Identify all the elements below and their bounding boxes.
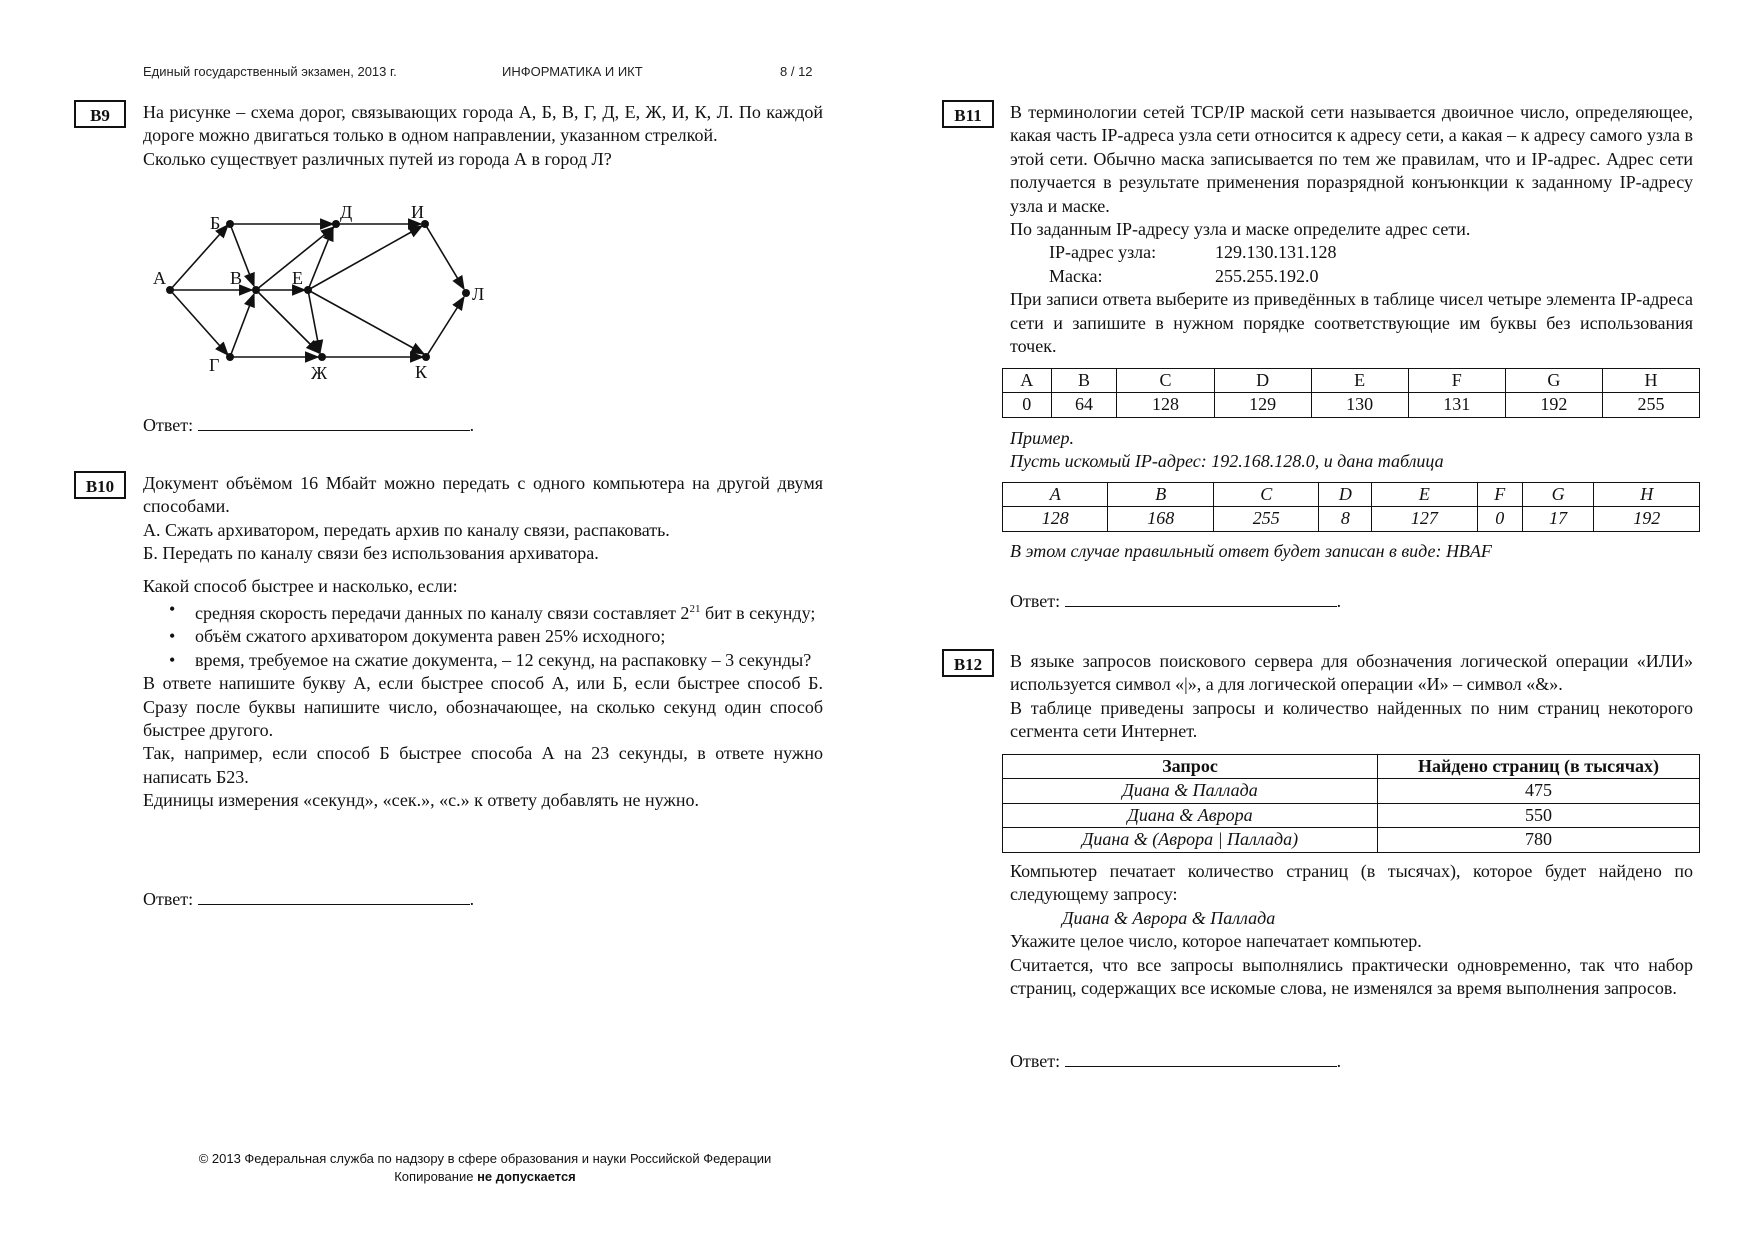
b12-query: Диана & Аврора & Паллада bbox=[1062, 907, 1276, 928]
b11-definition: В терминологии сетей TCP/IP маской сети называется двоичное число, определяющее, какая часть IP-адреса узла сети относится к адресу сети, а какая – к адресу самого узла в этой сети. Обычно маска записывается по тем же правилам, что и IP-адрес. Адрес сети получается в результате применения поразрядной конъюнкции к заданному IP-адресу узла и маске. bbox=[1010, 102, 1693, 216]
node-zh bbox=[318, 353, 326, 361]
copyright-footer bbox=[160, 1150, 810, 1186]
task-b10 bbox=[143, 472, 823, 813]
b11-values-table bbox=[1002, 368, 1700, 418]
b12-query-cell: Диана & (Аврора | Паллада) bbox=[1003, 828, 1378, 852]
b12-col-found: Найдено страниц (в тысячах) bbox=[1378, 755, 1700, 779]
node-k bbox=[422, 353, 430, 361]
b12-answer-label: Ответ: bbox=[1010, 1051, 1061, 1071]
table-row bbox=[1003, 803, 1700, 827]
b12-question bbox=[1010, 860, 1693, 1000]
b12-answer-field[interactable] bbox=[1065, 1050, 1337, 1067]
b12-header-row bbox=[1003, 755, 1700, 779]
node-label-l: Л bbox=[472, 284, 485, 304]
b11-values-row bbox=[1003, 393, 1700, 417]
edge-a-g bbox=[170, 290, 228, 355]
b12-found-cell: 780 bbox=[1378, 828, 1700, 852]
node-label-e: Е bbox=[292, 268, 303, 288]
b11-value-cell: 129 bbox=[1214, 393, 1311, 417]
b10-example: Так, например, если способ Б быстрее способа А на 23 секунды, в ответе нужно написать Б23. bbox=[143, 743, 823, 787]
b11-value-cell: 192 bbox=[1505, 393, 1602, 417]
b11-ip-value: 129.130.131.128 bbox=[1215, 242, 1337, 263]
node-label-zh: Ж bbox=[311, 363, 328, 380]
b11-example-value-cell: 255 bbox=[1213, 507, 1318, 531]
b12-queries-table bbox=[1002, 754, 1700, 853]
copyright-line: © 2013 Федеральная служба по надзору в сфере образования и науки Российской Федерации bbox=[198, 1151, 772, 1166]
b12-found-cell: 475 bbox=[1378, 779, 1700, 803]
b11-letter-cell: F bbox=[1408, 369, 1505, 393]
node-label-b: Б bbox=[210, 213, 221, 233]
b11-value-cell: 130 bbox=[1311, 393, 1408, 417]
b10-condition-speed: • средняя скорость передачи данных по каналу связи составляет $2^{21}$ бит в секунду; bbox=[195, 598, 823, 625]
b12-assumption: Считается, что все запросы выполнялись практически одновременно, так что набор страниц, содержащих все искомые слова, не изменялся за время выполнения запросов. bbox=[1010, 954, 1693, 999]
b11-answer-field[interactable] bbox=[1065, 590, 1337, 607]
road-graph bbox=[150, 200, 490, 380]
node-label-a: А bbox=[153, 268, 166, 288]
exam-header: Единый государственный экзамен, 2013 г. bbox=[143, 64, 397, 79]
b11-answer-label: Ответ: bbox=[1010, 591, 1061, 611]
task-label-b9: B9 bbox=[74, 100, 126, 128]
b11-value-cell: 64 bbox=[1051, 393, 1117, 417]
b11-value-cell: 128 bbox=[1117, 393, 1214, 417]
node-label-i: И bbox=[411, 202, 424, 222]
b11-example-value-cell: 168 bbox=[1108, 507, 1213, 531]
b12-col-query: Запрос bbox=[1003, 755, 1378, 779]
b11-letter-cell: E bbox=[1311, 369, 1408, 393]
b11-letter-cell: H bbox=[1602, 369, 1699, 393]
b11-example-letter-cell: H bbox=[1594, 483, 1700, 507]
b11-example-letter-cell: E bbox=[1372, 483, 1477, 507]
b11-example-letter-cell: F bbox=[1477, 483, 1522, 507]
b10-condition-time: • время, требуемое на сжатие документа, – 12 секунд, на распаковку – 3 секунды? bbox=[195, 649, 823, 672]
task-label-b12: B12 bbox=[942, 649, 994, 677]
b11-value-cell: 131 bbox=[1408, 393, 1505, 417]
edge-g-v bbox=[230, 294, 254, 357]
b11-letters-row bbox=[1003, 369, 1700, 393]
b11-ip-line bbox=[1010, 241, 1693, 264]
b11-example-value-cell: 128 bbox=[1003, 507, 1108, 531]
task-b9 bbox=[143, 101, 823, 171]
node-label-d: Д bbox=[340, 202, 353, 222]
b11-example-value-cell: 192 bbox=[1594, 507, 1700, 531]
b11-mask-value: 255.255.192.0 bbox=[1215, 265, 1319, 286]
b11-letter-cell: G bbox=[1505, 369, 1602, 393]
edge-a-b bbox=[170, 225, 228, 290]
edge-e-i bbox=[308, 226, 422, 290]
node-g bbox=[226, 353, 234, 361]
node-d bbox=[332, 220, 340, 228]
b10-option-a: А. Сжать архиватором, передать архив по каналу связи, распаковать. bbox=[143, 519, 670, 540]
b11-letter-cell: B bbox=[1051, 369, 1117, 393]
b11-mask-label: Маска: bbox=[1049, 265, 1103, 286]
b11-example-letter-cell: A bbox=[1003, 483, 1108, 507]
node-b bbox=[226, 220, 234, 228]
subject-header: ИНФОРМАТИКА И ИКТ bbox=[502, 64, 643, 79]
b11-example-values-row bbox=[1003, 507, 1700, 531]
b11-example-value-cell: 127 bbox=[1372, 507, 1477, 531]
b10-answer-field[interactable] bbox=[198, 888, 470, 905]
node-e bbox=[304, 286, 312, 294]
b12-found-cell: 550 bbox=[1378, 803, 1700, 827]
b11-answer-rules: При записи ответа выберите из приведённых в таблице чисел четыре элемента IP-адреса сети и запишите в нужном порядке соответствующие им буквы без использования точек. bbox=[1010, 289, 1693, 357]
b10-answer: Ответ: . bbox=[143, 889, 475, 909]
node-label-k: К bbox=[415, 362, 428, 380]
edge-i-l bbox=[425, 224, 464, 289]
b11-value-cell: 0 bbox=[1003, 393, 1052, 417]
b12-table-intro: В таблице приведены запросы и количество найденных по ним страниц некоторого сегмента сети Интернет. bbox=[1010, 697, 1693, 742]
b9-answer-field[interactable] bbox=[198, 414, 470, 431]
b11-letter-cell: A bbox=[1003, 369, 1052, 393]
b11-letter-cell: D bbox=[1214, 369, 1311, 393]
node-v bbox=[252, 286, 260, 294]
node-label-g: Г bbox=[209, 355, 220, 375]
b11-example-letter-cell: G bbox=[1522, 483, 1594, 507]
b11-example-text: Пусть искомый IP-адрес: 192.168.128.0, и дана таблица bbox=[1010, 451, 1444, 472]
b11-example-value-cell: 17 bbox=[1522, 507, 1594, 531]
copy-notice: Копирование не допускается bbox=[394, 1169, 576, 1184]
edge-k-l bbox=[426, 297, 464, 357]
b11-example-title: Пример. bbox=[1010, 428, 1074, 448]
b10-answer-label: Ответ: bbox=[143, 889, 194, 909]
b11-example-table bbox=[1002, 482, 1700, 532]
b11-letter-cell: C bbox=[1117, 369, 1214, 393]
node-label-v: В bbox=[230, 268, 243, 288]
task-b12 bbox=[1010, 650, 1693, 744]
b11-example-letter-cell: C bbox=[1213, 483, 1318, 507]
b11-example-letter-cell: B bbox=[1108, 483, 1213, 507]
b9-text-2: Сколько существует различных путей из города А в город Л? bbox=[143, 148, 612, 169]
b10-instructions: В ответе напишите букву А, если быстрее способ А, или Б, если быстрее способ Б. Сразу после буквы напишите число, обозначающее, на сколько секунд один способ быстрее другого. bbox=[143, 673, 823, 741]
node-l bbox=[462, 289, 470, 297]
node-a bbox=[166, 286, 174, 294]
b11-mask-line bbox=[1010, 265, 1693, 288]
b12-query-cell: Диана & Аврора bbox=[1003, 803, 1378, 827]
b10-option-b: Б. Передать по каналу связи без использования архиватора. bbox=[143, 543, 599, 564]
table-row bbox=[1003, 828, 1700, 852]
b11-example bbox=[1010, 427, 1693, 474]
b12-operators: В языке запросов поискового сервера для обозначения логической операции «ИЛИ» используется символ «|», а для логической операции «И» – символ «&». bbox=[1010, 651, 1693, 695]
task-label-b10: B10 bbox=[74, 471, 126, 499]
edge-e-k bbox=[308, 290, 424, 354]
table-row bbox=[1003, 779, 1700, 803]
b12-answer: Ответ: . bbox=[1010, 1051, 1342, 1071]
b11-example-result: В этом случае правильный ответ будет записан в виде: HBAF bbox=[1010, 541, 1492, 561]
b12-task: Укажите целое число, которое напечатает компьютер. bbox=[1010, 931, 1422, 952]
b10-units-note: Единицы измерения «секунд», «сек.», «с.» к ответу добавлять не нужно. bbox=[143, 790, 699, 811]
b11-example-letters-row bbox=[1003, 483, 1700, 507]
task-b11 bbox=[1010, 101, 1693, 358]
b11-answer: Ответ: . bbox=[1010, 591, 1342, 611]
b9-answer-label: Ответ: bbox=[143, 415, 194, 435]
b11-example-letter-cell: D bbox=[1319, 483, 1372, 507]
b10-intro: Документ объёмом 16 Мбайт можно передать с одного компьютера на другой двумя способами. bbox=[143, 473, 823, 517]
b11-ip-label: IP-адрес узла: bbox=[1049, 242, 1157, 263]
b12-query-cell: Диана & Паллада bbox=[1003, 779, 1378, 803]
b12-print-text: Компьютер печатает количество страниц (в тысячах), которое будет найдено по следующему запросу: bbox=[1010, 861, 1693, 905]
b11-value-cell: 255 bbox=[1602, 393, 1699, 417]
b9-answer: Ответ: . bbox=[143, 415, 475, 435]
b10-question: Какой способ быстрее и насколько, если: bbox=[143, 575, 458, 596]
b11-example-value-cell: 0 bbox=[1477, 507, 1522, 531]
b11-task: По заданным IP-адресу узла и маске определите адрес сети. bbox=[1010, 219, 1471, 240]
b10-condition-size: • объём сжатого архиватором документа равен 25% исходного; bbox=[195, 625, 823, 648]
task-label-b11: B11 bbox=[942, 100, 994, 128]
page-number: 8 / 12 bbox=[780, 64, 813, 79]
b11-example-value-cell: 8 bbox=[1319, 507, 1372, 531]
b10-conditions bbox=[143, 598, 823, 672]
b9-text-1: На рисунке – схема дорог, связывающих города А, Б, В, Г, Д, Е, Ж, И, К, Л. По каждой дороге можно двигаться только в одном направлении, указанном стрелкой. bbox=[143, 102, 823, 146]
